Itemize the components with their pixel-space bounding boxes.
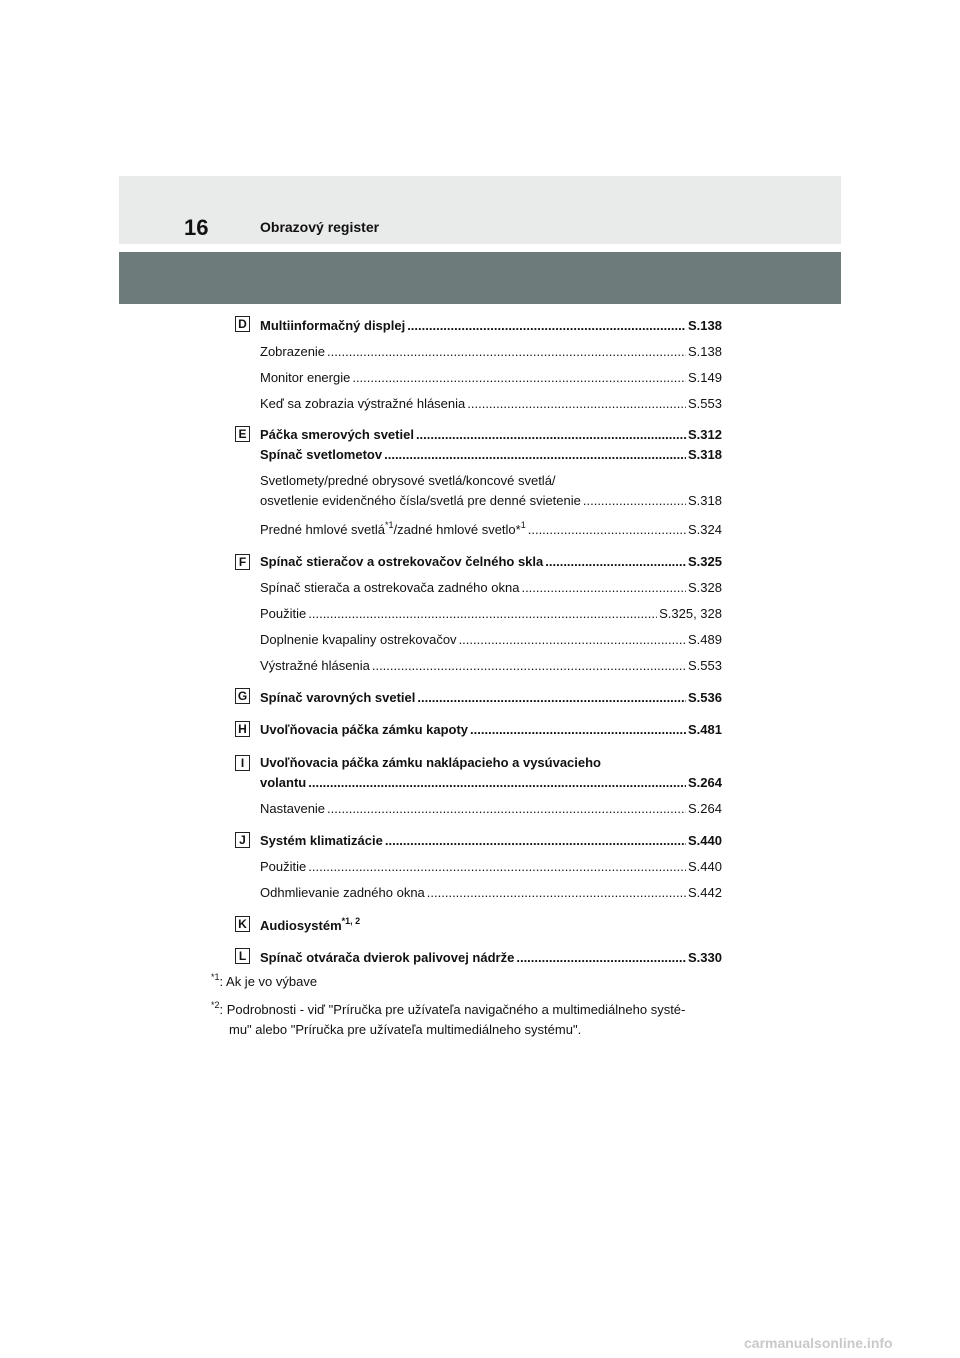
footnote-mark: *1	[385, 520, 394, 530]
entry-text: Audiosystém	[260, 918, 342, 933]
index-entry-steering-lever[interactable]	[260, 773, 722, 793]
callout-letter-l: L	[235, 948, 250, 964]
index-entry-display[interactable]	[260, 342, 722, 362]
entry-text: Výstražné hlásenia	[260, 658, 370, 673]
index-entry-energy-monitor[interactable]	[260, 368, 722, 388]
index-entry-hazard-switch[interactable]	[260, 688, 722, 708]
footnote-2-continuation: mu" alebo "Príručka pre užívateľa multimediálneho systému".	[229, 1022, 582, 1037]
entry-text: Spínač stieračov a ostrekovačov čelného skla	[260, 554, 544, 569]
entry-text: Doplnenie kvapaliny ostrekovačov	[260, 632, 457, 647]
callout-letter-e: E	[235, 426, 250, 442]
index-entry-warning-messages[interactable]	[260, 656, 722, 676]
index-entry-multiinformation-display[interactable]	[260, 316, 722, 336]
entry-page-ref[interactable]: S.328	[688, 580, 722, 595]
index-entry-fog-lights[interactable]	[260, 520, 722, 540]
index-entry-air-conditioning[interactable]	[260, 831, 722, 851]
callout-letter-f: F	[235, 554, 250, 570]
entry-page-ref[interactable]: S.264	[688, 801, 722, 816]
index-entry-hood-release-lever[interactable]	[260, 720, 722, 740]
watermark: carmanualsonline.info	[744, 1335, 893, 1351]
entry-page-ref[interactable]: S.138	[688, 318, 722, 333]
entry-page-ref[interactable]: S.149	[688, 370, 722, 385]
entry-text: Odhmlievanie zadného okna	[260, 885, 425, 900]
index-entry-rear-wiper-switch[interactable]	[260, 578, 722, 598]
footnote-mark: *1	[211, 972, 220, 982]
callout-letter-g: G	[235, 688, 250, 704]
entry-text: Nastavenie	[260, 801, 326, 816]
index-entry-windshield-wiper-switch[interactable]	[260, 552, 722, 572]
footnote-2: $^{*2}$: Podrobnosti - viď "Príručka pre užívateľa navigačného a multimediálneho systé-	[211, 1000, 686, 1017]
footnote-1: $^{*1}$: Ak je vo výbave	[211, 972, 318, 989]
entry-text: Multiinformačný displej	[260, 318, 406, 333]
entry-page-ref[interactable]: S.442	[688, 885, 722, 900]
index-entry-headlight-switch[interactable]	[260, 445, 722, 465]
entry-page-ref[interactable]: S.325, 328	[659, 606, 722, 621]
entry-text: Použitie	[260, 606, 307, 621]
entry-page-ref[interactable]: S.481	[688, 722, 722, 737]
entry-page-ref[interactable]: S.312	[688, 427, 722, 442]
entry-page-ref[interactable]: S.264	[688, 775, 722, 790]
entry-page-ref[interactable]: S.318	[688, 447, 722, 462]
header-band	[119, 176, 841, 244]
entry-text: Uvoľňovacia páčka zámku kapoty	[260, 722, 469, 737]
index-entry-usage[interactable]	[260, 857, 722, 877]
index-entry-fuel-door-switch[interactable]	[260, 948, 722, 968]
callout-letter-i: I	[235, 755, 250, 771]
entry-text: Spínač stierača a ostrekovača zadného okna	[260, 580, 520, 595]
entry-text: Použitie	[260, 859, 307, 874]
entry-text: Zobrazenie	[260, 344, 326, 359]
footnote-mark: *2	[211, 1000, 220, 1010]
footnote-mark: *1, 2	[341, 916, 361, 926]
header-bar	[119, 252, 841, 304]
entry-page-ref[interactable]: S.553	[688, 396, 722, 411]
entry-page-ref[interactable]: S.325	[688, 554, 722, 569]
index-entry-washer-fluid[interactable]	[260, 630, 722, 650]
entry-text: Páčka smerových svetiel	[260, 427, 414, 442]
section-title: Obrazový register	[260, 219, 380, 235]
entry-page-ref[interactable]: S.324	[688, 522, 722, 537]
index-entry-steering-lever-line1: Uvoľňovacia páčka zámku naklápacieho a vysúvacieho	[260, 755, 602, 770]
entry-page-ref[interactable]: S.138	[688, 344, 722, 359]
index-entry-audio-system[interactable]	[260, 916, 360, 936]
callout-letter-j: J	[235, 832, 250, 848]
entry-text: Monitor energie	[260, 370, 351, 385]
entry-text: Systém klimatizácie	[260, 833, 383, 848]
entry-text: volantu	[260, 775, 307, 790]
entry-text: Spínač otvárača dvierok palivovej nádrže	[260, 950, 515, 965]
page-number: 16	[184, 215, 209, 240]
index-entry-lights[interactable]	[260, 491, 722, 511]
callout-letter-d: D	[235, 316, 250, 332]
index-entry-usage[interactable]	[260, 604, 722, 624]
entry-text: osvetlenie evidenčného čísla/svetlá pre denné svietenie	[260, 493, 581, 508]
index-entry-adjustment[interactable]	[260, 799, 722, 819]
index-entry-lights-line1: Svetlomety/predné obrysové svetlá/koncové svetlá/	[260, 473, 556, 488]
entry-text: Keď sa zobrazia výstražné hlásenia	[260, 396, 466, 411]
entry-page-ref[interactable]: S.489	[688, 632, 722, 647]
entry-page-ref[interactable]: S.440	[688, 833, 722, 848]
footnote-mark: 1	[520, 520, 526, 530]
index-entry-turn-signal-lever[interactable]	[260, 425, 722, 445]
entry-text: Predné hmlové svetlá$^{*1}$/zadné hmlové svetlo*$^1$	[260, 520, 526, 537]
index-entry-rear-defogger[interactable]	[260, 883, 722, 903]
entry-text: Spínač svetlometov	[260, 447, 383, 462]
entry-page-ref[interactable]: S.553	[688, 658, 722, 673]
callout-letter-h: H	[235, 721, 250, 737]
index-entry-warning-messages[interactable]	[260, 394, 722, 414]
entry-page-ref[interactable]: S.536	[688, 690, 722, 705]
callout-letter-k: K	[235, 916, 250, 932]
entry-text: Spínač varovných svetiel	[260, 690, 416, 705]
entry-page-ref[interactable]: S.318	[688, 493, 722, 508]
entry-page-ref[interactable]: S.330	[688, 950, 722, 965]
entry-page-ref[interactable]: S.440	[688, 859, 722, 874]
